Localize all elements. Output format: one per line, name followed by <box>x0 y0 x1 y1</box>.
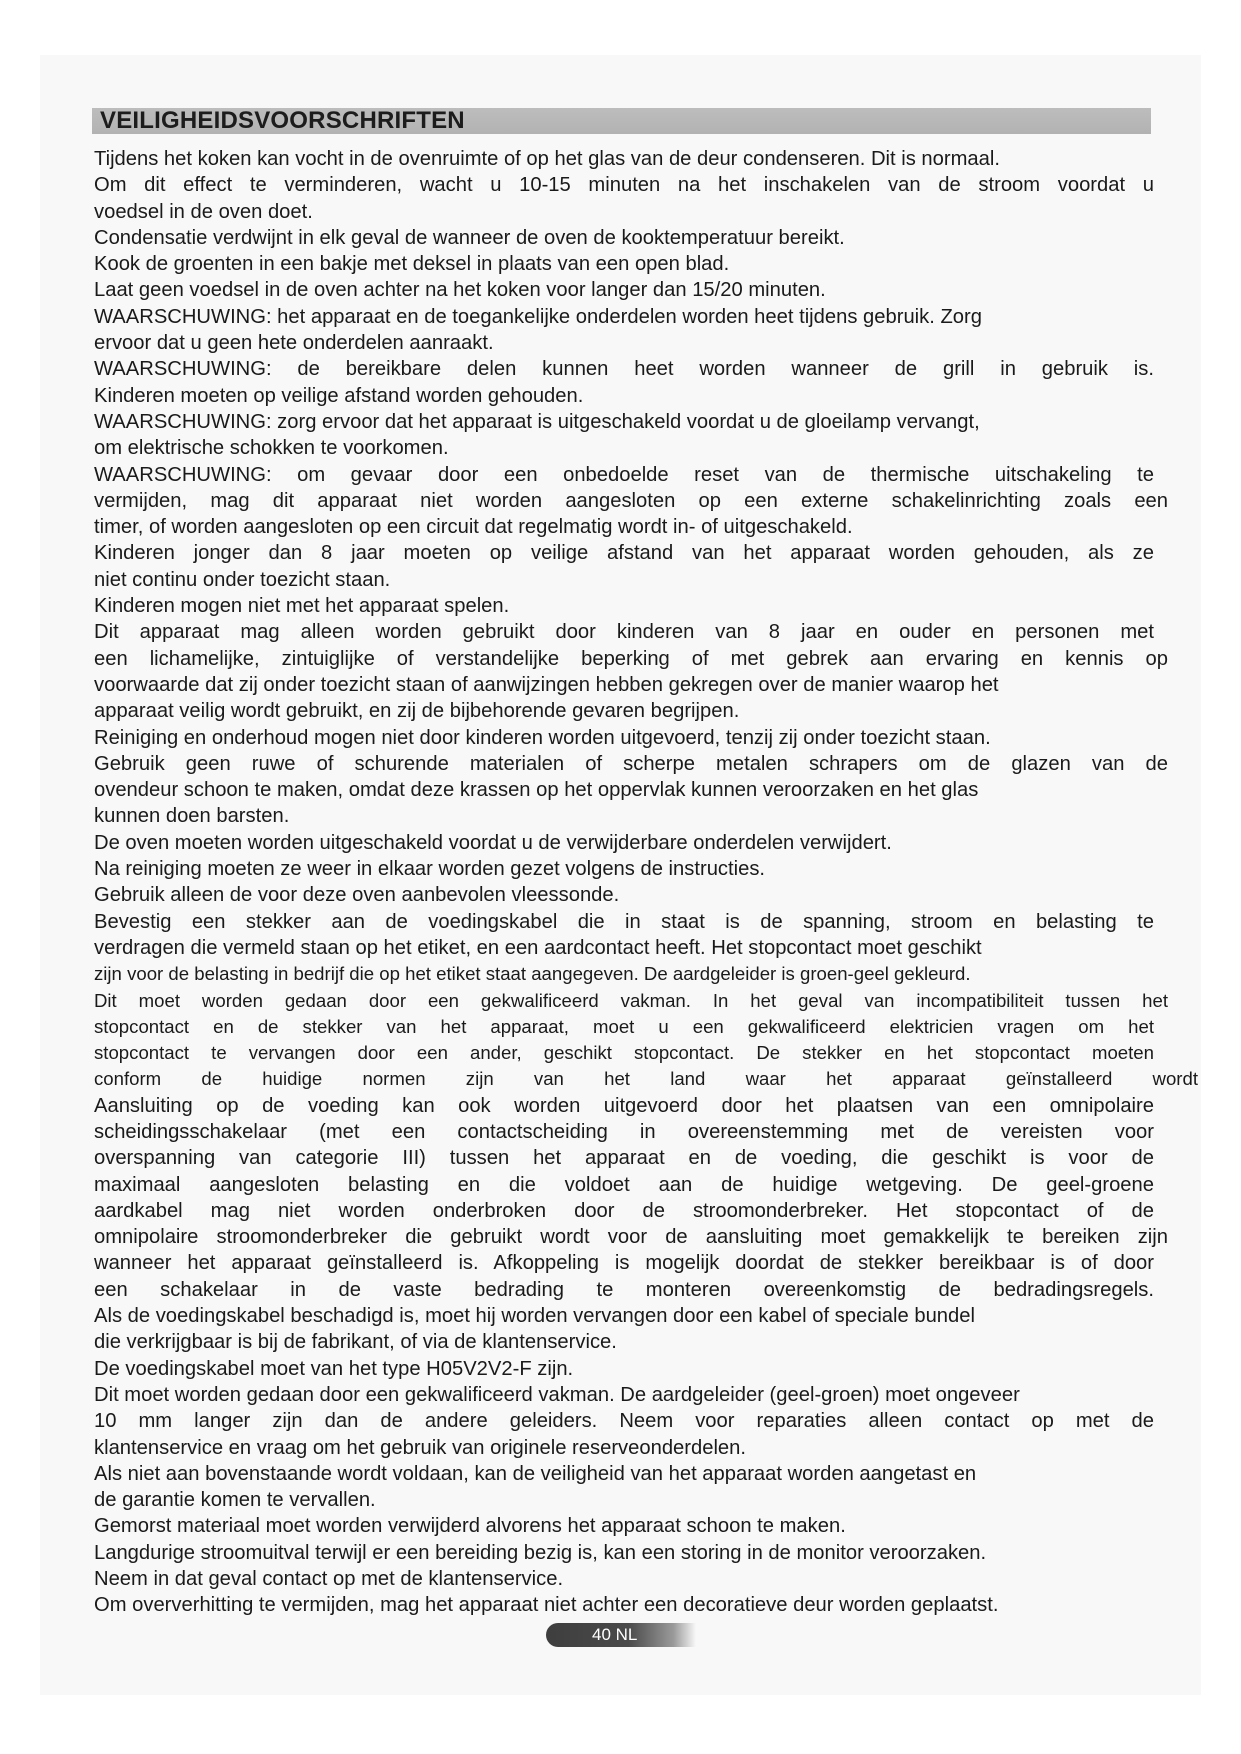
text-line: vermijden, mag dit apparaat niet worden aangesloten op een externe schakelinrichting zoals een <box>94 489 1168 512</box>
text-line: stopcontact en de stekker van het apparaat, moet u een gekwalificeerd elektricien vragen om het <box>94 1015 1154 1037</box>
section-header-bar <box>92 108 1151 134</box>
text-line: Bevestig een stekker aan de voedingskabel die in staat is de spanning, stroom en belasting te <box>94 910 1154 933</box>
text-line: WAARSCHUWING: zorg ervoor dat het apparaat is uitgeschakeld voordat u de gloeilamp vervangt, <box>94 410 980 433</box>
text-line: een lichamelijke, zintuiglijke of verstandelijke beperking of met gebrek aan ervaring en kennis op <box>94 647 1168 670</box>
page-number: 40 NL <box>592 1625 638 1644</box>
text-line: Dit moet worden gedaan door een gekwalificeerd vakman. De aardgeleider (geel-groen) moet ongeveer <box>94 1383 1020 1406</box>
text-line: Condensatie verdwijnt in elk geval de wanneer de oven de kooktemperatuur bereikt. <box>94 226 845 249</box>
text-line: De voedingskabel moet van het type H05V2V2-F zijn. <box>94 1357 574 1380</box>
text-line: een schakelaar in de vaste bedrading te monteren overeenkomstig de bedradingsregels. <box>94 1278 1154 1301</box>
text-line: Tijdens het koken kan vocht in de ovenruimte of op het glas van de deur condenseren. Dit is normaal. <box>94 148 1000 170</box>
text-line: voedsel in de oven doet. <box>94 200 313 223</box>
text-line: wanneer het apparaat geïnstalleerd is. Afkoppeling is mogelijk doordat de stekker bereikbaar is of door <box>94 1252 1154 1275</box>
text-line: niet continu onder toezicht staan. <box>94 568 391 591</box>
text-line: De oven moeten worden uitgeschakeld voordat u de verwijderbare onderdelen verwijdert. <box>94 831 892 854</box>
text-line: 10 mm langer zijn dan de andere geleiders. Neem voor reparaties alleen contact op met de <box>94 1410 1154 1433</box>
text-line: klantenservice en vraag om het gebruik van originele reserveonderdelen. <box>94 1436 746 1459</box>
text-line: Gebruik alleen de voor deze oven aanbevolen vleessonde. <box>94 884 620 907</box>
text-line: overspanning van categorie III) tussen het apparaat en de voeding, die geschikt is voor de <box>94 1147 1154 1170</box>
text-line: Kinderen moeten op veilige afstand worden gehouden. <box>94 384 584 407</box>
text-line: zijn voor de belasting in bedrijf die op het etiket staat aangegeven. De aardgeleider is groen-geel gekleurd. <box>94 963 971 985</box>
text-line: scheidingsschakelaar (met een contactscheiding in overeenstemming met de vereisten voor <box>94 1120 1154 1143</box>
section-title: VEILIGHEIDSVOORSCHRIFTEN <box>100 107 465 134</box>
text-line: verdragen die vermeld staan op het etiket, en een aardcontact heeft. Het stopcontact moet geschikt <box>94 936 982 959</box>
text-line: kunnen doen barsten. <box>94 805 290 828</box>
text-line: Om dit effect te verminderen, wacht u 10-15 minuten na het inschakelen van de stroom voordat u <box>94 174 1154 197</box>
text-line: Langdurige stroomuitval terwijl er een bereiding bezig is, kan een storing in de monitor veroorzaken. <box>94 1541 987 1564</box>
text-line: Kinderen jonger dan 8 jaar moeten op veilige afstand van het apparaat worden gehouden, als ze <box>94 542 1154 565</box>
text-line: ervoor dat u geen hete onderdelen aanraakt. <box>94 332 494 355</box>
text-line: apparaat veilig wordt gebruikt, en zij de bijbehorende gevaren begrijpen. <box>94 700 740 723</box>
text-line: Reiniging en onderhoud mogen niet door kinderen worden uitgevoerd, tenzij zij onder toezicht staan. <box>94 726 991 749</box>
text-line: voorwaarde dat zij onder toezicht staan of aanwijzingen hebben gekregen over de manier waarop het <box>94 673 999 696</box>
text-line: conform de huidige normen zijn van het land waar het apparaat geïnstalleerd wordt <box>94 1068 1198 1090</box>
text-line: Als de voedingskabel beschadigd is, moet hij worden vervangen door een kabel of speciale bundel <box>94 1305 975 1328</box>
text-line: omnipolaire stroomonderbreker die gebruikt wordt voor de aansluiting moet gemakkelijk te bereiken zijn <box>94 1226 1168 1249</box>
text-line: Gemorst materiaal moet worden verwijderd alvorens het apparaat schoon te maken. <box>94 1515 846 1538</box>
text-line: Na reiniging moeten ze weer in elkaar worden gezet volgens de instructies. <box>94 858 766 881</box>
text-line: Om oververhitting te vermijden, mag het apparaat niet achter een decoratieve deur worden geplaatst. <box>94 1594 999 1617</box>
text-line: maximaal aangesloten belasting en die voldoet aan de huidige wetgeving. De geel-groene <box>94 1173 1154 1196</box>
text-line: Kinderen mogen niet met het apparaat spelen. <box>94 595 510 618</box>
text-line: Aansluiting op de voeding kan ook worden uitgevoerd door het plaatsen van een omnipolaire <box>94 1094 1154 1117</box>
text-line: ovendeur schoon te maken, omdat deze krassen op het oppervlak kunnen veroorzaken en het glas <box>94 779 979 802</box>
text-line: Kook de groenten in een bakje met deksel in plaats van een open blad. <box>94 253 730 276</box>
text-line: die verkrijgbaar is bij de fabrikant, of via de klantenservice. <box>94 1331 617 1354</box>
text-line: WAARSCHUWING: het apparaat en de toegankelijke onderdelen worden heet tijdens gebruik. Zorg <box>94 305 982 328</box>
text-line: om elektrische schokken te voorkomen. <box>94 437 449 460</box>
text-line: Dit apparaat mag alleen worden gebruikt door kinderen van 8 jaar en ouder en personen met <box>94 621 1154 644</box>
text-line: timer, of worden aangesloten op een circuit dat regelmatig wordt in- of uitgeschakeld. <box>94 516 853 539</box>
text-line: Dit moet worden gedaan door een gekwalificeerd vakman. In het geval van incompatibiliteit tussen het <box>94 989 1168 1011</box>
safety-instructions-text <box>94 146 1198 1619</box>
text-line: aardkabel mag niet worden onderbroken door de stroomonderbreker. Het stopcontact of de <box>94 1199 1154 1222</box>
page-number-badge <box>546 1623 696 1647</box>
text-line: WAARSCHUWING: de bereikbare delen kunnen heet worden wanneer de grill in gebruik is. <box>94 358 1154 381</box>
text-line: stopcontact te vervangen door een ander, geschikt stopcontact. De stekker en het stopcontact moeten <box>94 1042 1154 1064</box>
text-line: WAARSCHUWING: om gevaar door een onbedoelde reset van de thermische uitschakeling te <box>94 463 1154 486</box>
text-line: Gebruik geen ruwe of schurende materialen of scherpe metalen schrapers om de glazen van de <box>94 752 1168 775</box>
text-line: Neem in dat geval contact op met de klantenservice. <box>94 1568 564 1591</box>
text-line: Als niet aan bovenstaande wordt voldaan, kan de veiligheid van het apparaat worden aangetast en <box>94 1462 977 1485</box>
text-line: de garantie komen te vervallen. <box>94 1489 376 1512</box>
text-line: Laat geen voedsel in de oven achter na het koken voor langer dan 15/20 minuten. <box>94 279 826 302</box>
